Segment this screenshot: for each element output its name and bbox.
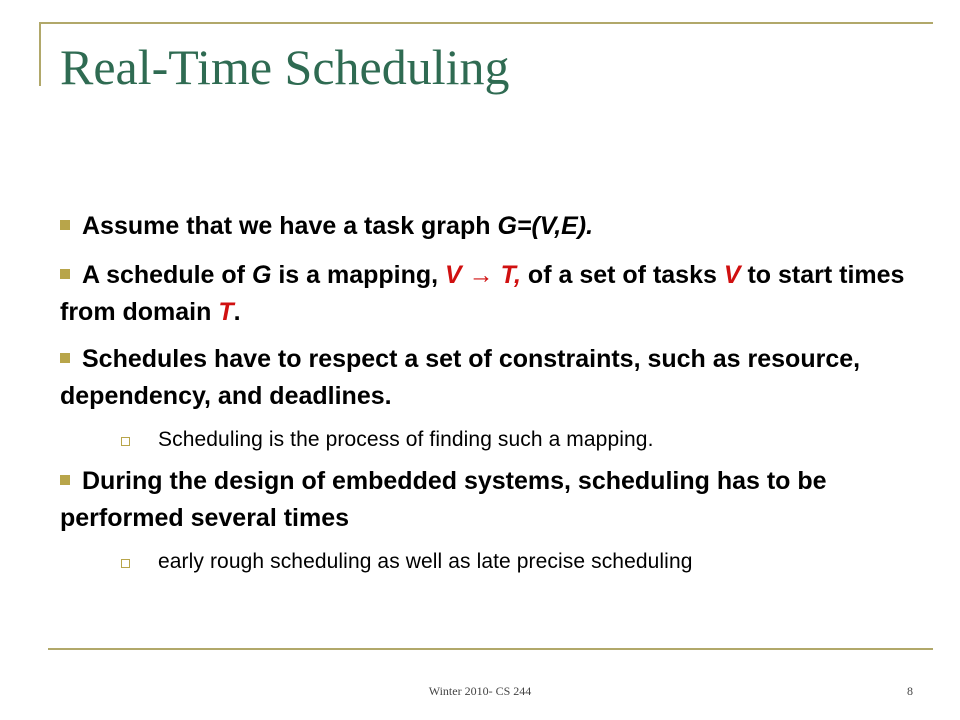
footer-course: Winter 2010- CS 244 [428, 684, 532, 698]
frame-line-top [39, 22, 933, 24]
square-bullet-icon [60, 269, 70, 279]
frame-line-vertical [39, 22, 41, 86]
slide-body [60, 208, 910, 585]
square-bullet-icon [60, 220, 70, 230]
bullet-4 [60, 463, 910, 537]
square-bullet-icon [60, 475, 70, 485]
subbullet-2-text: early rough scheduling as well as late precise scheduling [158, 550, 693, 573]
subbullet-2 [60, 547, 910, 577]
hollow-square-bullet-icon [121, 559, 130, 568]
bullet-2 [60, 257, 910, 331]
bullet-2-text-b: is a mapping, [271, 261, 446, 289]
bullet-2-G: G [251, 261, 272, 289]
bullet-2-text-d: to start times from domain [60, 261, 905, 326]
subbullet-1 [60, 425, 910, 455]
subbullet-1-text: Scheduling is the process of finding such a mapping. [158, 428, 654, 451]
slide-title: Real-Time Scheduling [60, 39, 510, 95]
bullet-1-text: Assume that we have a task graph [82, 212, 498, 240]
bullet-1 [60, 208, 910, 245]
bullet-2-text-a: A schedule of [82, 261, 252, 289]
square-bullet-icon [60, 353, 70, 363]
bullet-1-graph: G=(V,E). [497, 212, 594, 240]
hollow-square-bullet-icon [121, 437, 130, 446]
bullet-2-T: T [218, 298, 234, 326]
frame-line-bottom [48, 648, 933, 650]
bullet-3 [60, 341, 910, 415]
bullet-2-period: . [233, 298, 241, 326]
bullet-2-text-c: of a set of tasks [520, 261, 724, 289]
bullet-2-mapping: V → T, [445, 261, 521, 289]
footer-page-number: 8 [907, 684, 913, 698]
bullet-3-text: Schedules have to respect a set of constraints, such as resource, dependency, and deadlines. [60, 345, 861, 410]
bullet-2-V: V [723, 261, 741, 289]
bullet-4-text: During the design of embedded systems, scheduling has to be performed several times [60, 467, 827, 532]
